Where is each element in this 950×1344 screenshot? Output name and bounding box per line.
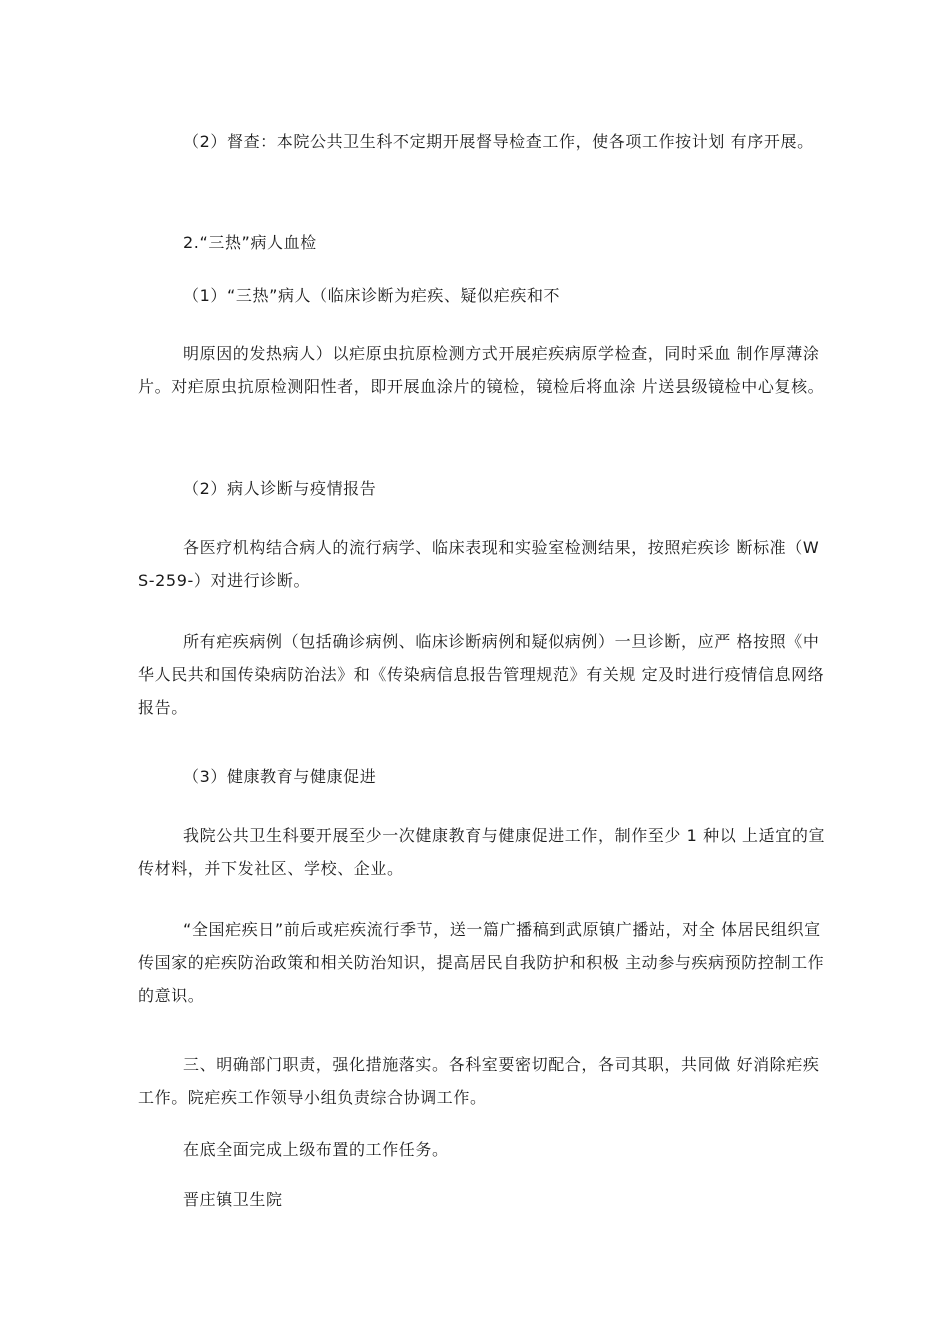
paragraph-diagnosis-standard: 各医疗机构结合病人的流行病学、临床表现和实验室检测结果，按照疟疾诊 断标准（WS-259-）对进行诊断。	[138, 538, 820, 590]
signature-organization: 晋庄镇卫生院	[183, 1190, 283, 1209]
paragraph-malaria-day: “全国疟疾日”前后或疟疾流行季节，送一篇广播稿到武原镇广播站，对全 体居民组织宣传国家的疟疾防治政策和相关防治知识，提高居民自我防护和积极 主动参与疾病预防控制工作的意识。	[138, 920, 825, 1005]
subheading-health-education: （3）健康教育与健康促进	[183, 767, 377, 786]
paragraph-department-duties: 三、明确部门职责，强化措施落实。各科室要密切配合，各司其职，共同做 好消除疟疾工作。院疟疾工作领导小组负责综合协调工作。	[138, 1055, 820, 1107]
paragraph-complete-tasks: 在底全面完成上级布置的工作任务。	[183, 1140, 449, 1159]
subheading-three-fever-patients: （1）“三热”病人（临床诊断为疟疾、疑似疟疾和不	[183, 286, 561, 305]
heading-three-fever-blood-test: 2.“三热”病人血检	[183, 233, 317, 252]
paragraph-case-reporting: 所有疟疾病例（包括确诊病例、临床诊断病例和疑似病例）一旦诊断，应严 格按照《中华人民共和国传染病防治法》和《传染病信息报告管理规范》有关规 定及时进行疫情信息网络报告。	[138, 632, 825, 717]
subheading-diagnosis-report: （2）病人诊断与疫情报告	[183, 479, 377, 498]
paragraph-antigen-testing: 明原因的发热病人）以疟原虫抗原检测方式开展疟疾病原学检查，同时采血 制作厚薄涂片。对疟原虫抗原检测阳性者，即开展血涂片的镜检，镜检后将血涂 片送县级镜检中心复核。	[138, 344, 825, 396]
paragraph-education-materials: 我院公共卫生科要开展至少一次健康教育与健康促进工作，制作至少 1 种以 上适宜的宣传材料，并下发社区、学校、企业。	[138, 826, 826, 878]
paragraph-supervision: （2）督查：本院公共卫生科不定期开展督导检查工作，使各项工作按计划 有序开展。	[183, 132, 814, 151]
